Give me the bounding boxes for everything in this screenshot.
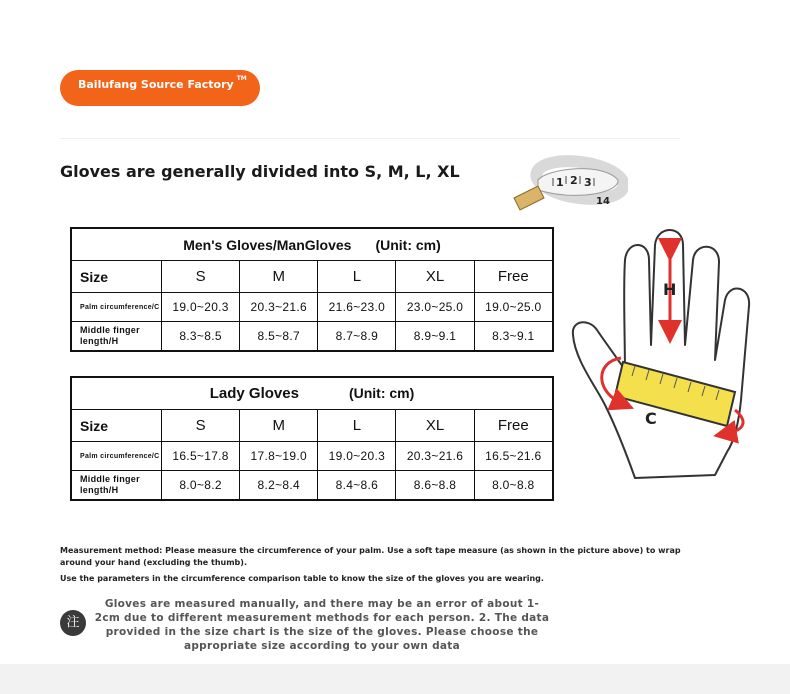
table-cell: 8.2~8.4: [240, 471, 318, 501]
table-cell: 8.0~8.8: [474, 471, 553, 501]
size-l: L: [318, 261, 396, 293]
brand-badge: [60, 70, 260, 106]
note-icon: 注: [60, 610, 86, 636]
mens-table-caption: [71, 228, 553, 261]
circumference-label: C: [645, 409, 657, 428]
page-title: Gloves are generally divided into S, M, L, XL: [60, 162, 460, 181]
mens-table-unit: (Unit: cm): [375, 236, 441, 253]
lady-size-table: [70, 376, 554, 501]
divider: [60, 138, 680, 139]
palm-circumference-label: Palm circumference/C: [71, 293, 162, 322]
size-s: S: [162, 261, 240, 293]
table-cell: 20.3~21.6: [396, 442, 474, 471]
table-cell: 8.6~8.8: [396, 471, 474, 501]
footer-band: [0, 664, 790, 694]
table-cell: 17.8~19.0: [240, 442, 318, 471]
measurement-method: Measurement method: Please measure the circumference of your palm. Use a soft tape measure (as shown in the picture above) to wrap around your hand (excluding the thumb).: [60, 546, 681, 567]
table-cell: 16.5~17.8: [162, 442, 240, 471]
table-cell: 19.0~20.3: [318, 442, 396, 471]
mens-size-table: [70, 227, 554, 352]
table-cell: 16.5~21.6: [474, 442, 553, 471]
table-cell: 8.0~8.2: [162, 471, 240, 501]
table-cell: 8.5~8.7: [240, 322, 318, 352]
tape-number-1: 1: [556, 176, 564, 189]
comparison-note: Use the parameters in the circumference comparison table to know the size of the gloves you are wearing.: [60, 574, 544, 583]
table-cell: 8.4~8.6: [318, 471, 396, 501]
size-free: Free: [474, 410, 553, 442]
tape-measure-illustration: [508, 150, 628, 220]
table-cell: 20.3~21.6: [240, 293, 318, 322]
size-header-label: Size: [71, 261, 162, 293]
tape-number-14: 14: [596, 196, 610, 207]
palm-circumference-label: Palm circumference/C: [71, 442, 162, 471]
tape-number-2: 2: [570, 174, 578, 187]
table-cell: 8.7~8.9: [318, 322, 396, 352]
size-m: M: [240, 410, 318, 442]
size-xl: XL: [396, 410, 474, 442]
size-m: M: [240, 261, 318, 293]
middle-finger-length-label: Middle finger length/H: [71, 471, 162, 501]
size-header-label: Size: [71, 410, 162, 442]
lady-table-caption: [71, 377, 553, 410]
measurement-notes: [60, 545, 700, 585]
table-cell: 21.6~23.0: [318, 293, 396, 322]
mens-table-title: Men's Gloves/ManGloves: [183, 236, 352, 253]
lady-table-unit: (Unit: cm): [348, 385, 415, 401]
trademark-mark: TM: [236, 75, 247, 82]
size-s: S: [162, 410, 240, 442]
size-xl: XL: [396, 261, 474, 293]
brand-name: Bailufang Source Factory: [78, 78, 234, 91]
hand-measurement-diagram: [565, 220, 785, 495]
table-cell: 8.3~9.1: [474, 322, 553, 352]
hand-outline: [573, 230, 749, 478]
table-cell: 19.0~20.3: [162, 293, 240, 322]
middle-finger-length-label: Middle finger length/H: [71, 322, 162, 352]
size-free: Free: [474, 261, 553, 293]
height-label: H: [663, 280, 677, 299]
table-cell: 19.0~25.0: [474, 293, 553, 322]
lady-table-title: Lady Gloves: [209, 385, 299, 402]
tape-number-3: 3: [584, 176, 592, 189]
table-cell: 23.0~25.0: [396, 293, 474, 322]
size-l: L: [318, 410, 396, 442]
note-text: Gloves are measured manually, and there may be an error of about 1-2cm due to different measurement methods for each person. 2. The data provided in the size chart is the size of the gloves. Please choose the appropriate size according to your own data: [94, 598, 550, 652]
table-cell: 8.9~9.1: [396, 322, 474, 352]
table-cell: 8.3~8.5: [162, 322, 240, 352]
